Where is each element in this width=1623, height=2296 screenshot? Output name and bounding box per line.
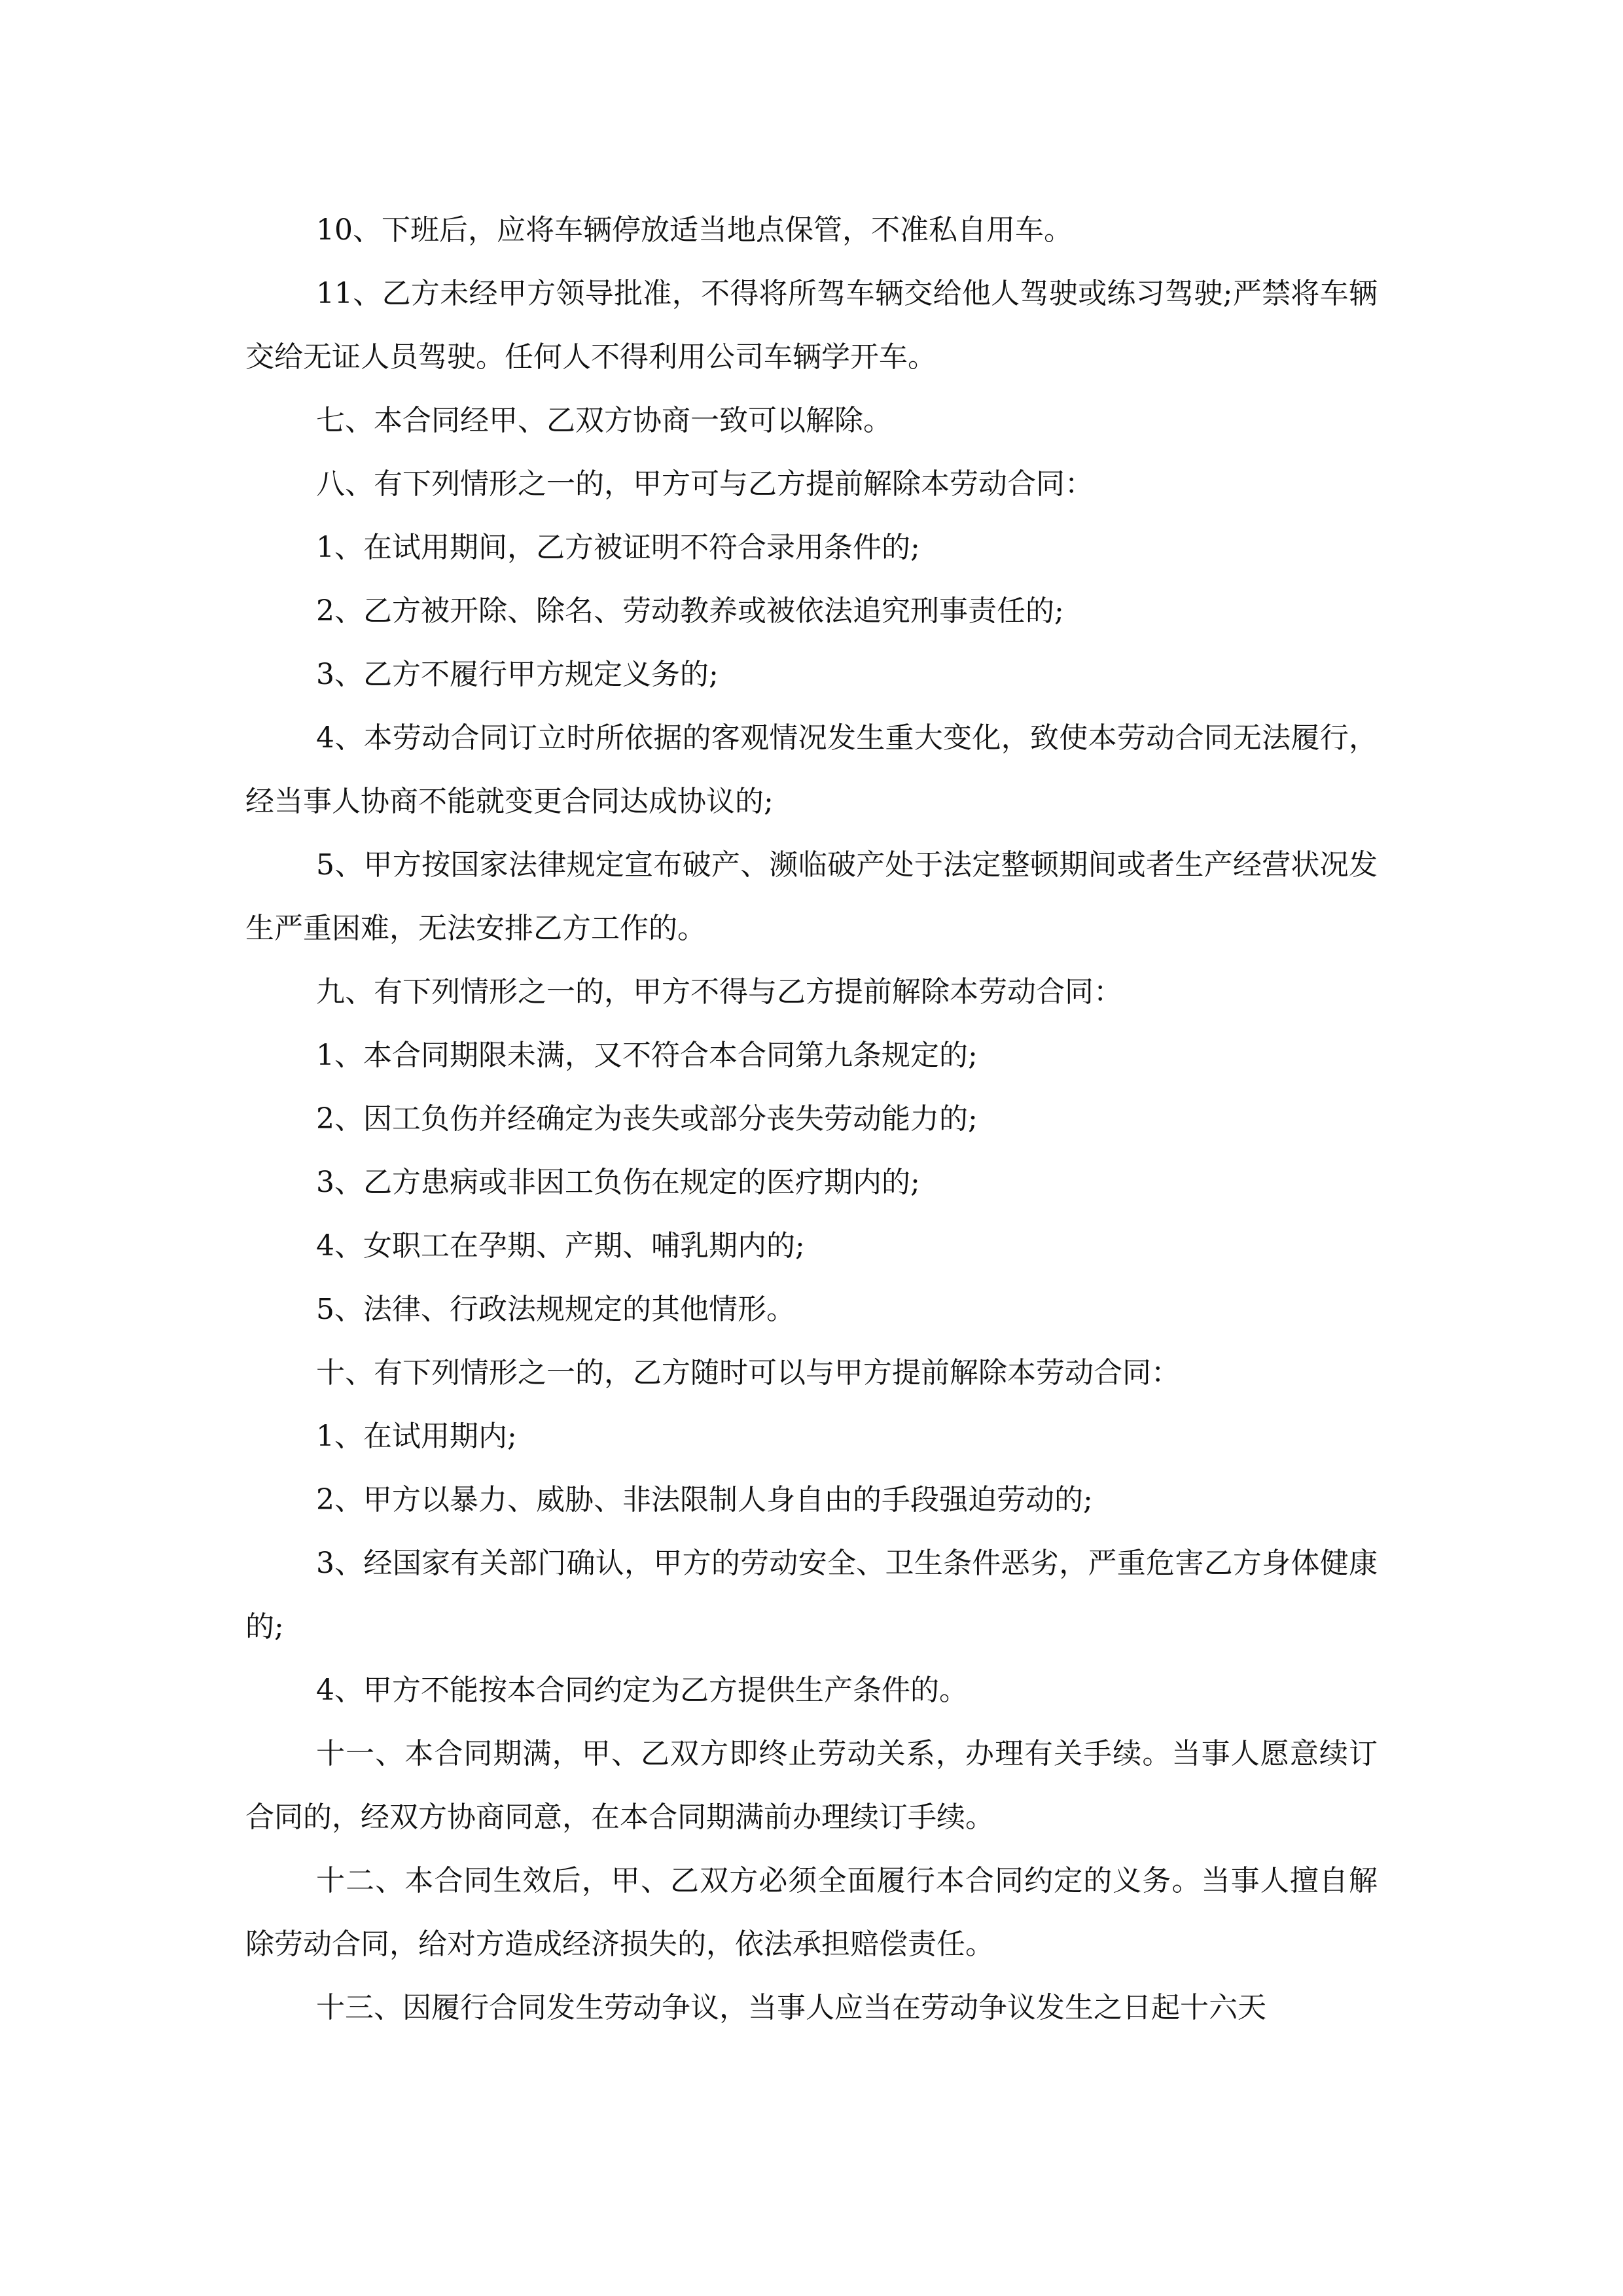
paragraph: 九、有下列情形之一的，甲方不得与乙方提前解除本劳动合同：: [316, 975, 1122, 1009]
paragraph: 2、甲方以暴力、威胁、非法限制人身自由的手段强迫劳动的;: [316, 1483, 1093, 1516]
document-body: [245, 198, 1378, 2039]
paragraph: 十、有下列情形之一的，乙方随时可以与甲方提前解除本劳动合同：: [316, 1356, 1180, 1390]
paragraph: 5、甲方按国家法律规定宣布破产、濒临破产处于法定整顿期间或者生产经营状况发生严重困难，无法安排乙方工作的。: [245, 848, 1378, 945]
paragraph: 十二、本合同生效后，甲、乙双方必须全面履行本合同约定的义务。当事人擅自解除劳动合同，给对方造成经济损失的，依法承担赔偿责任。: [245, 1864, 1378, 1961]
paragraph: 1、在试用期内;: [316, 1420, 517, 1453]
paragraph: 3、乙方不履行甲方规定义务的;: [316, 658, 719, 691]
paragraph: 4、甲方不能按本合同约定为乙方提供生产条件的。: [316, 1674, 968, 1707]
paragraph: 1、本合同期限未满，又不符合本合同第九条规定的;: [316, 1039, 978, 1072]
paragraph: 八、有下列情形之一的，甲方可与乙方提前解除本劳动合同：: [316, 467, 1094, 501]
paragraph: 10、下班后，应将车辆停放适当地点保管，不准私自用车。: [316, 213, 1073, 247]
paragraph: 3、乙方患病或非因工负伤在规定的医疗期内的;: [316, 1166, 920, 1199]
paragraph: 十一、本合同期满，甲、乙双方即终止劳动关系，办理有关手续。当事人愿意续订合同的，经双方协商同意，在本合同期满前办理续订手续。: [245, 1737, 1378, 1834]
paragraph: 1、在试用期间，乙方被证明不符合录用条件的;: [316, 531, 920, 564]
paragraph: 11、乙方未经甲方领导批准，不得将所驾车辆交给他人驾驶或练习驾驶;严禁将车辆交给无证人员驾驶。任何人不得利用公司车辆学开车。: [245, 277, 1378, 374]
paragraph: 4、本劳动合同订立时所依据的客观情况发生重大变化，致使本劳动合同无法履行，经当事人协商不能就变更合同达成协议的;: [245, 721, 1378, 818]
paragraph: 2、乙方被开除、除名、劳动教养或被依法追究刑事责任的;: [316, 594, 1064, 628]
paragraph: 十三、因履行合同发生劳动争议，当事人应当在劳动争议发生之日起十六天: [316, 1991, 1266, 2024]
paragraph: 2、因工负伤并经确定为丧失或部分丧失劳动能力的;: [316, 1102, 978, 1136]
paragraph: 5、法律、行政法规规定的其他情形。: [316, 1293, 795, 1326]
paragraph: 4、女职工在孕期、产期、哺乳期内的;: [316, 1229, 805, 1263]
paragraph: 七、本合同经甲、乙双方协商一致可以解除。: [316, 404, 892, 437]
paragraph: 3、经国家有关部门确认，甲方的劳动安全、卫生条件恶劣，严重危害乙方身体健康的;: [245, 1547, 1378, 1643]
